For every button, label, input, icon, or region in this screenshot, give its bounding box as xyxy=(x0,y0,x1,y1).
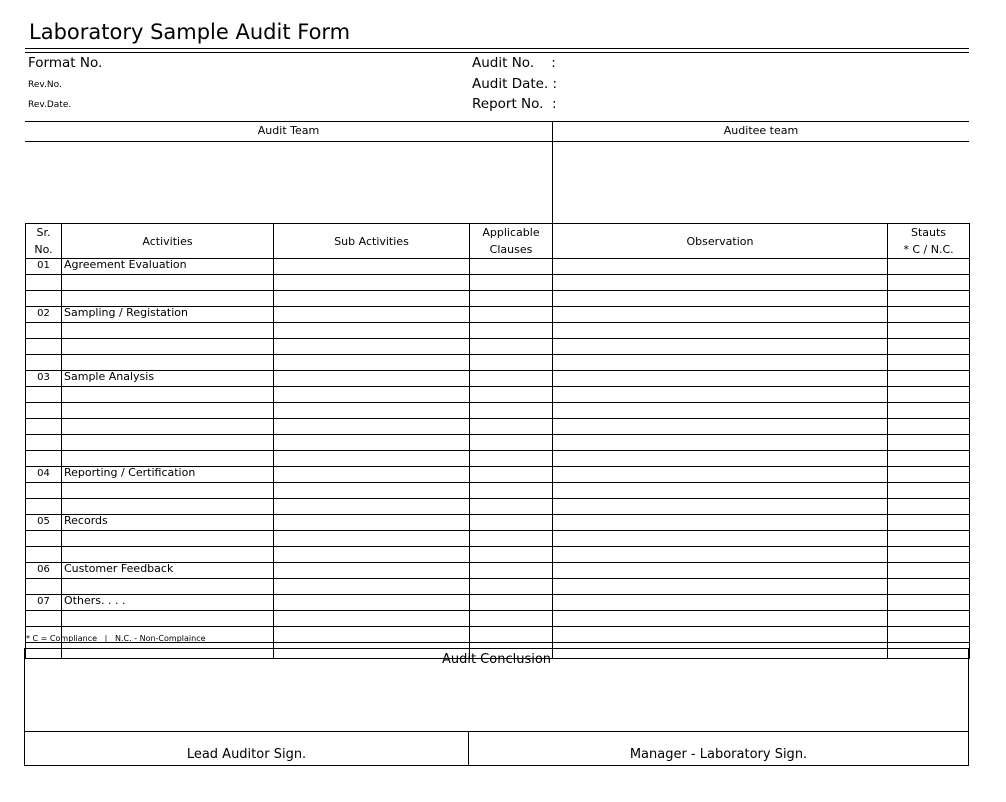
sub-activity-cell[interactable] xyxy=(274,275,470,291)
clauses-cell[interactable] xyxy=(470,579,553,595)
clauses-cell[interactable] xyxy=(470,291,553,307)
sr-cell: 04 xyxy=(26,467,62,483)
clauses-cell[interactable] xyxy=(470,435,553,451)
table-row xyxy=(26,387,970,403)
clauses-cell[interactable] xyxy=(470,627,553,643)
activity-cell xyxy=(62,435,274,451)
col-header-status xyxy=(888,224,970,259)
observation-cell[interactable] xyxy=(553,531,888,547)
status-cell[interactable] xyxy=(888,419,970,435)
table-row xyxy=(26,547,970,563)
clauses-cell[interactable] xyxy=(470,275,553,291)
table-row xyxy=(26,579,970,595)
status-cell[interactable] xyxy=(888,563,970,579)
observation-cell[interactable] xyxy=(553,451,888,467)
sub-activity-cell[interactable] xyxy=(274,259,470,275)
table-row xyxy=(26,307,970,323)
table-row xyxy=(26,563,970,579)
observation-cell[interactable] xyxy=(553,339,888,355)
sub-activity-cell[interactable] xyxy=(274,595,470,611)
sr-cell xyxy=(26,419,62,435)
status-cell[interactable] xyxy=(888,499,970,515)
sub-activity-cell[interactable] xyxy=(274,403,470,419)
clauses-cell[interactable] xyxy=(470,515,553,531)
observation-cell[interactable] xyxy=(553,499,888,515)
observation-cell[interactable] xyxy=(553,435,888,451)
activity-cell xyxy=(62,499,274,515)
clauses-cell[interactable] xyxy=(470,499,553,515)
activity-cell: Others. . . . xyxy=(62,595,274,611)
status-cell[interactable] xyxy=(888,595,970,611)
status-cell[interactable] xyxy=(888,611,970,627)
sub-activity-cell[interactable] xyxy=(274,611,470,627)
observation-cell[interactable] xyxy=(553,355,888,371)
sub-activity-cell[interactable] xyxy=(274,371,470,387)
status-cell[interactable] xyxy=(888,371,970,387)
clauses-cell[interactable] xyxy=(470,339,553,355)
table-row xyxy=(26,515,970,531)
status-cell[interactable] xyxy=(888,531,970,547)
status-cell[interactable] xyxy=(888,515,970,531)
rev-date-label: Rev.Date. xyxy=(28,100,72,110)
status-cell[interactable] xyxy=(888,355,970,371)
table-row xyxy=(26,467,970,483)
sr-header-line2: No. xyxy=(34,243,53,256)
activity-cell: Customer Feedback xyxy=(62,563,274,579)
status-cell[interactable] xyxy=(888,259,970,275)
audit-no-label: Audit No. : xyxy=(472,55,556,71)
status-cell[interactable] xyxy=(888,467,970,483)
audit-table-body xyxy=(26,259,970,659)
activity-cell xyxy=(62,403,274,419)
observation-cell[interactable] xyxy=(553,419,888,435)
observation-cell[interactable] xyxy=(553,547,888,563)
clauses-cell[interactable] xyxy=(470,307,553,323)
sub-activity-cell[interactable] xyxy=(274,483,470,499)
sr-cell xyxy=(26,275,62,291)
clauses-cell[interactable] xyxy=(470,419,553,435)
status-header-line2: * C / N.C. xyxy=(903,243,954,256)
activity-cell: Sample Analysis xyxy=(62,371,274,387)
table-row xyxy=(26,259,970,275)
status-cell[interactable] xyxy=(888,275,970,291)
conclusion-divider xyxy=(25,731,968,732)
status-cell[interactable] xyxy=(888,403,970,419)
title-rule-thin xyxy=(25,52,969,53)
sr-cell xyxy=(26,387,62,403)
clauses-cell[interactable] xyxy=(470,355,553,371)
col-header-activities: Activities xyxy=(62,224,274,259)
sub-activity-cell[interactable] xyxy=(274,547,470,563)
activity-cell: Reporting / Certification xyxy=(62,467,274,483)
col-header-sub-activities: Sub Activities xyxy=(274,224,470,259)
sub-activity-cell[interactable] xyxy=(274,419,470,435)
status-cell[interactable] xyxy=(888,547,970,563)
table-row xyxy=(26,595,970,611)
clauses-cell[interactable] xyxy=(470,531,553,547)
sr-cell: 02 xyxy=(26,307,62,323)
activity-cell xyxy=(62,483,274,499)
status-header-line1: Stauts xyxy=(910,226,947,239)
observation-cell[interactable] xyxy=(553,323,888,339)
status-cell[interactable] xyxy=(888,387,970,403)
activity-cell xyxy=(62,451,274,467)
clauses-cell[interactable] xyxy=(470,595,553,611)
observation-cell[interactable] xyxy=(553,291,888,307)
sub-activity-cell[interactable] xyxy=(274,579,470,595)
audit-conclusion-box xyxy=(24,648,969,766)
sr-cell: 06 xyxy=(26,563,62,579)
observation-cell[interactable] xyxy=(553,515,888,531)
activity-cell: Agreement Evaluation xyxy=(62,259,274,275)
clauses-cell[interactable] xyxy=(470,483,553,499)
col-header-applicable-clauses xyxy=(470,224,553,259)
sub-activity-cell[interactable] xyxy=(274,387,470,403)
clauses-cell[interactable] xyxy=(470,259,553,275)
sr-cell xyxy=(26,435,62,451)
clauses-cell[interactable] xyxy=(470,403,553,419)
observation-cell[interactable] xyxy=(553,611,888,627)
sr-cell: 05 xyxy=(26,515,62,531)
clauses-cell[interactable] xyxy=(470,547,553,563)
activity-cell xyxy=(62,291,274,307)
table-row xyxy=(26,323,970,339)
activity-cell xyxy=(62,419,274,435)
clauses-cell[interactable] xyxy=(470,563,553,579)
form-title: Laboratory Sample Audit Form xyxy=(29,20,351,44)
observation-cell[interactable] xyxy=(553,387,888,403)
status-cell[interactable] xyxy=(888,323,970,339)
table-row xyxy=(26,531,970,547)
report-no-label: Report No. : xyxy=(472,96,557,112)
clauses-cell[interactable] xyxy=(470,371,553,387)
table-header-row xyxy=(26,224,970,259)
observation-cell[interactable] xyxy=(553,595,888,611)
title-rule-thick xyxy=(25,48,969,49)
observation-cell[interactable] xyxy=(553,259,888,275)
table-row xyxy=(26,355,970,371)
activity-cell xyxy=(62,531,274,547)
sr-cell xyxy=(26,547,62,563)
sr-cell xyxy=(26,403,62,419)
status-cell[interactable] xyxy=(888,307,970,323)
observation-cell[interactable] xyxy=(553,467,888,483)
observation-cell[interactable] xyxy=(553,371,888,387)
activity-cell xyxy=(62,275,274,291)
table-row xyxy=(26,275,970,291)
status-cell[interactable] xyxy=(888,435,970,451)
sub-activity-cell[interactable] xyxy=(274,531,470,547)
observation-cell[interactable] xyxy=(553,563,888,579)
table-row xyxy=(26,419,970,435)
status-cell[interactable] xyxy=(888,339,970,355)
clauses-cell[interactable] xyxy=(470,451,553,467)
sub-activity-cell[interactable] xyxy=(274,291,470,307)
activity-cell xyxy=(62,323,274,339)
status-cell[interactable] xyxy=(888,579,970,595)
table-row xyxy=(26,435,970,451)
status-cell[interactable] xyxy=(888,451,970,467)
table-row xyxy=(26,371,970,387)
rev-no-label: Rev.No. xyxy=(28,80,62,90)
table-row xyxy=(26,403,970,419)
audit-date-label: Audit Date. : xyxy=(472,76,558,92)
sr-cell xyxy=(26,451,62,467)
sub-activity-cell[interactable] xyxy=(274,563,470,579)
observation-cell[interactable] xyxy=(553,579,888,595)
activity-cell xyxy=(62,339,274,355)
activity-cell xyxy=(62,387,274,403)
observation-cell[interactable] xyxy=(553,275,888,291)
table-row xyxy=(26,291,970,307)
sub-activity-cell[interactable] xyxy=(274,323,470,339)
sr-header-line1: Sr. xyxy=(36,226,51,239)
format-no-label: Format No. xyxy=(28,55,103,71)
sr-cell xyxy=(26,323,62,339)
clauses-cell[interactable] xyxy=(470,467,553,483)
audit-team-label: Audit Team xyxy=(257,124,320,137)
sr-cell: 01 xyxy=(26,259,62,275)
observation-cell[interactable] xyxy=(553,627,888,643)
clauses-cell[interactable] xyxy=(470,387,553,403)
audit-conclusion-title: Audit Conclusion xyxy=(441,652,552,667)
sr-cell xyxy=(26,531,62,547)
sub-activity-cell[interactable] xyxy=(274,355,470,371)
sub-activity-cell[interactable] xyxy=(274,339,470,355)
col-header-observation: Observation xyxy=(553,224,888,259)
sub-activity-cell[interactable] xyxy=(274,307,470,323)
clauses-cell[interactable] xyxy=(470,611,553,627)
activity-cell xyxy=(62,547,274,563)
manager-sign-label: Manager - Laboratory Sign. xyxy=(629,747,808,762)
table-row xyxy=(26,499,970,515)
clauses-header-line2: Clauses xyxy=(489,243,533,256)
status-cell[interactable] xyxy=(888,291,970,307)
sr-cell xyxy=(26,483,62,499)
activity-cell xyxy=(62,355,274,371)
lead-auditor-sign-label: Lead Auditor Sign. xyxy=(186,747,307,762)
observation-cell[interactable] xyxy=(553,307,888,323)
team-divider-horizontal xyxy=(25,141,969,142)
team-section xyxy=(25,121,969,224)
status-legend: * C = Compliance | N.C. - Non-Complaince xyxy=(26,634,206,643)
sub-activity-cell[interactable] xyxy=(274,435,470,451)
sr-cell: 07 xyxy=(26,595,62,611)
sub-activity-cell[interactable] xyxy=(274,515,470,531)
activity-cell: Records xyxy=(62,515,274,531)
observation-cell[interactable] xyxy=(553,483,888,499)
sub-activity-cell[interactable] xyxy=(274,451,470,467)
col-header-sr-no xyxy=(26,224,62,259)
sr-cell: 03 xyxy=(26,371,62,387)
table-row xyxy=(26,339,970,355)
clauses-cell[interactable] xyxy=(470,323,553,339)
activity-cell xyxy=(62,579,274,595)
activity-cell xyxy=(62,611,274,627)
sub-activity-cell[interactable] xyxy=(274,467,470,483)
team-divider-vertical xyxy=(552,122,553,223)
sub-activity-cell[interactable] xyxy=(274,499,470,515)
audit-table xyxy=(25,223,970,659)
sr-cell xyxy=(26,579,62,595)
table-row xyxy=(26,451,970,467)
sr-cell xyxy=(26,611,62,627)
status-cell[interactable] xyxy=(888,627,970,643)
sub-activity-cell[interactable] xyxy=(274,627,470,643)
clauses-header-line1: Applicable xyxy=(482,226,540,239)
table-row xyxy=(26,611,970,627)
observation-cell[interactable] xyxy=(553,403,888,419)
auditee-team-label: Auditee team xyxy=(723,124,799,137)
activity-cell: Sampling / Registation xyxy=(62,307,274,323)
sr-cell xyxy=(26,339,62,355)
sr-cell xyxy=(26,291,62,307)
table-row xyxy=(26,483,970,499)
sr-cell xyxy=(26,499,62,515)
status-cell[interactable] xyxy=(888,483,970,499)
sr-cell xyxy=(26,355,62,371)
